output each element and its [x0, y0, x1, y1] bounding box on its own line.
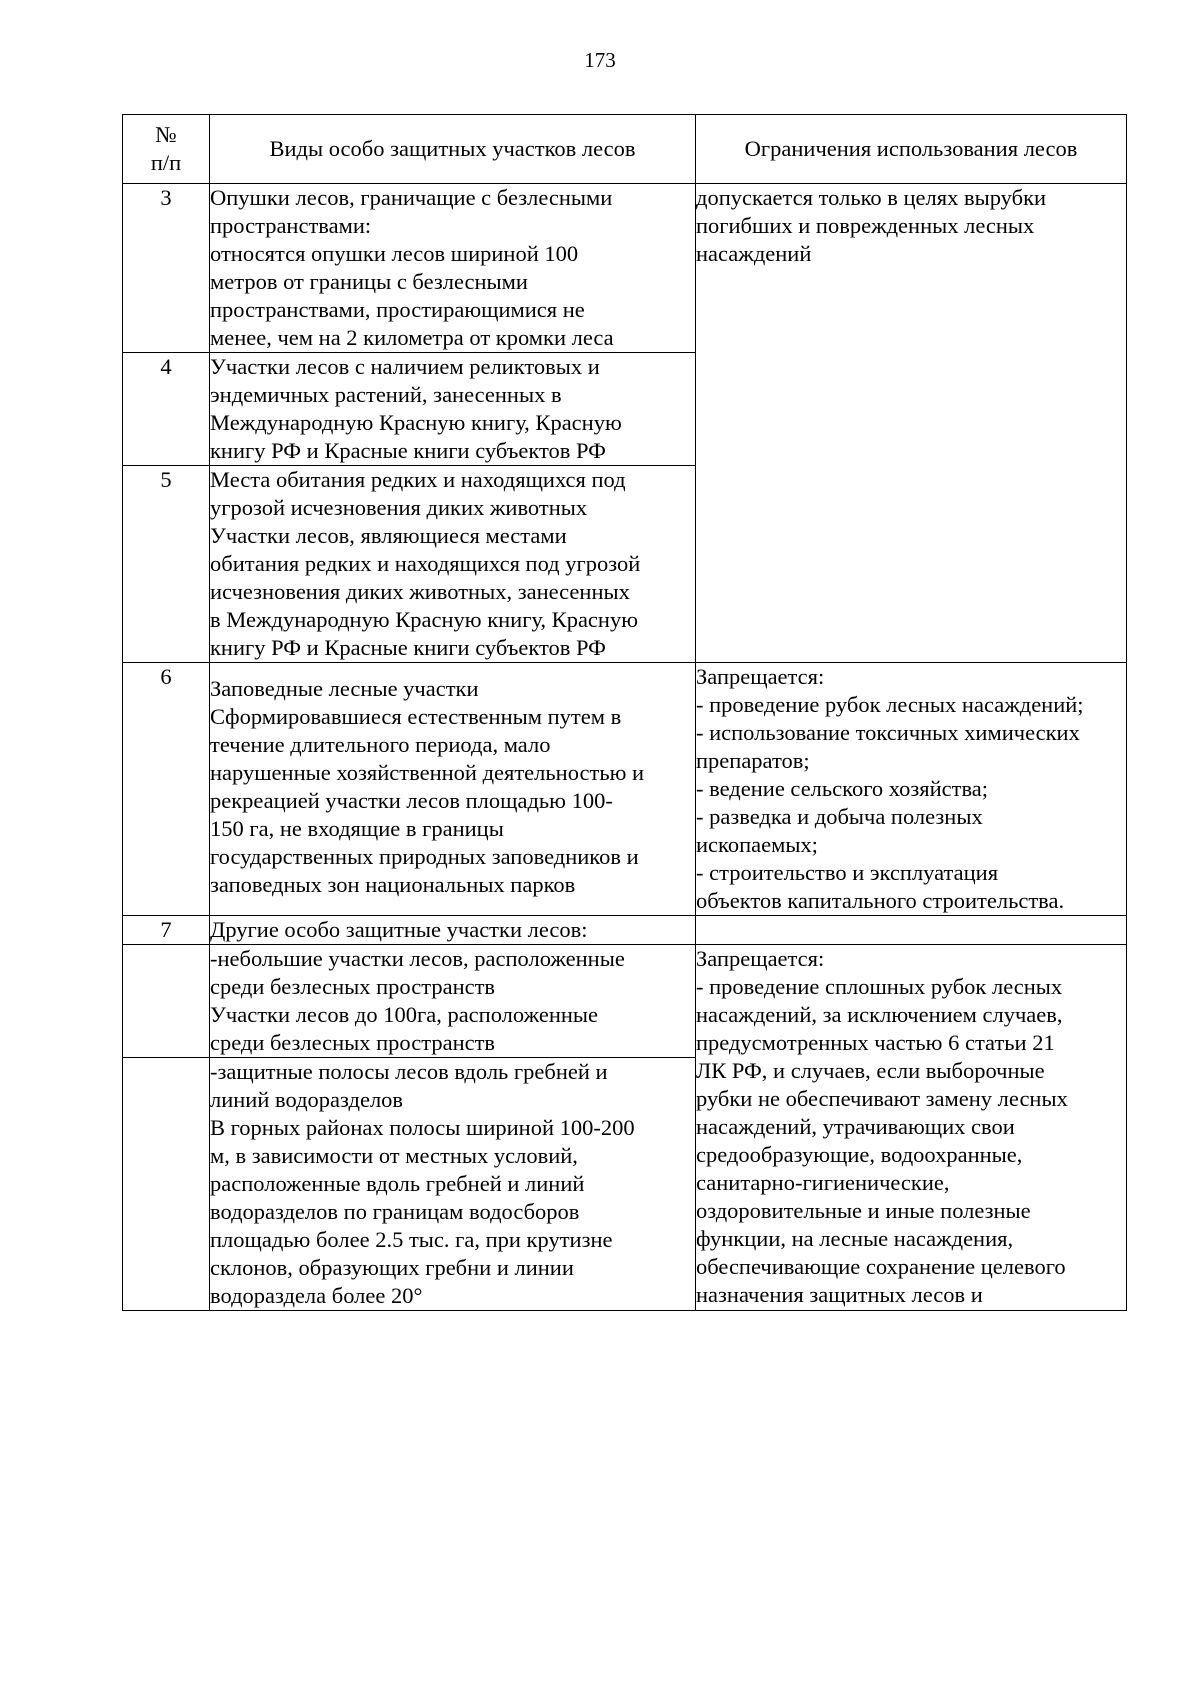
area-type-cell	[210, 916, 696, 945]
area-type-cell	[210, 466, 696, 663]
cell-line: угрозой исчезновения диких животных	[210, 495, 588, 520]
cell-line: функции, на лесные насаждения,	[696, 1226, 1014, 1251]
table-row	[123, 916, 1127, 945]
cell-line: - ведение сельского хозяйства;	[696, 776, 989, 801]
cell-line: водораздела более 20°	[210, 1283, 423, 1308]
table-row	[123, 663, 1127, 916]
cell-line: склонов, образующих гребни и линии	[210, 1255, 574, 1280]
cell-line: -небольшие участки лесов, расположенные	[210, 946, 625, 971]
cell-line: насаждений	[696, 241, 812, 266]
cell-line: 150 га, не входящие в границы	[210, 816, 504, 841]
forest-areas-table	[122, 114, 1127, 1311]
cell-line: среди безлесных пространств	[210, 1030, 496, 1055]
cell-line: Заповедные лесные участки	[210, 676, 479, 701]
header-num	[123, 115, 210, 184]
area-type-cell	[210, 184, 696, 353]
cell-line: рубки не обеспечивают замену лесных	[696, 1086, 1068, 1111]
area-type-cell	[210, 1058, 696, 1311]
cell-line: водоразделов по границам водосборов	[210, 1199, 580, 1224]
cell-line: - проведение рубок лесных насаждений;	[696, 692, 1084, 717]
cell-line: пространствами:	[210, 213, 372, 238]
cell-line: объектов капитального строительства.	[696, 888, 1065, 913]
cell-line: рекреацией участки лесов площадью 100-	[210, 788, 613, 813]
cell-line: Места обитания редких и находящихся под	[210, 467, 626, 492]
cell-line: В горных районах полосы шириной 100-200	[210, 1115, 635, 1140]
header-area-type: Виды особо защитных участков лесов	[210, 115, 696, 184]
cell-line: Запрещается:	[696, 946, 825, 971]
page-number: 173	[584, 48, 616, 72]
cell-line: расположенные вдоль гребней и линий	[210, 1171, 585, 1196]
cell-line: пространствами, простирающимися не	[210, 297, 585, 322]
cell-line: допускается только в целях вырубки	[696, 185, 1047, 210]
cell-line: относятся опушки лесов шириной 100	[210, 241, 579, 266]
row-number: 3	[123, 184, 210, 353]
cell-line: Участки лесов, являющиеся местами	[210, 523, 567, 548]
cell-line: препаратов;	[696, 748, 810, 773]
row-number	[123, 945, 210, 1058]
cell-line: ископаемых;	[696, 832, 818, 857]
cell-line: менее, чем на 2 километра от кромки леса	[210, 325, 614, 350]
row-number: 4	[123, 353, 210, 466]
cell-line: книгу РФ и Красные книги субъектов РФ	[210, 635, 606, 660]
cell-line: заповедных зон национальных парков	[210, 872, 576, 897]
cell-line: насаждений, за исключением случаев,	[696, 1002, 1063, 1027]
cell-line: насаждений, утрачивающих свои	[696, 1114, 1015, 1139]
area-type-cell	[210, 663, 696, 916]
cell-line: Запрещается:	[696, 664, 825, 689]
cell-line: - строительство и эксплуатация	[696, 860, 999, 885]
cell-line: среди безлесных пространств	[210, 974, 496, 999]
cell-line: -защитные полосы лесов вдоль гребней и	[210, 1059, 608, 1084]
cell-line: Другие особо защитные участки лесов:	[210, 917, 588, 942]
header-num-line: п/п	[150, 150, 182, 175]
cell-line: площадью более 2.5 тыс. га, при крутизне	[210, 1227, 613, 1252]
row-number: 7	[123, 916, 210, 945]
usage-limit-cell	[696, 184, 1127, 663]
cell-line: предусмотренных частью 6 статьи 21	[696, 1030, 1055, 1055]
cell-line: обеспечивающие сохранение целевого	[696, 1254, 1066, 1279]
cell-line: исчезновения диких животных, занесенных	[210, 579, 630, 604]
cell-line: погибших и поврежденных лесных	[696, 213, 1035, 238]
cell-line: средообразующие, водоохранные,	[696, 1142, 1023, 1167]
table-header-row	[123, 115, 1127, 184]
cell-line: - проведение сплошных рубок лесных	[696, 974, 1063, 999]
area-type-cell	[210, 945, 696, 1058]
usage-limit-cell	[696, 663, 1127, 916]
cell-line: эндемичных растений, занесенных в	[210, 382, 562, 407]
cell-line: в Международную Красную книгу, Красную	[210, 607, 639, 632]
cell-line: Международную Красную книгу, Красную	[210, 410, 622, 435]
cell-line: Участки лесов с наличием реликтовых и	[210, 354, 600, 379]
cell-line: метров от границы с безлесными	[210, 269, 528, 294]
cell-line: государственных природных заповедников и	[210, 844, 639, 869]
header-num-line: №	[155, 122, 177, 147]
cell-line: Опушки лесов, граничащие с безлесными	[210, 185, 613, 210]
cell-line: м, в зависимости от местных условий,	[210, 1143, 578, 1168]
table-row	[123, 184, 1127, 353]
cell-line: течение длительного периода, мало	[210, 732, 551, 757]
cell-line: обитания редких и находящихся под угрозой	[210, 551, 641, 576]
cell-line: книгу РФ и Красные книги субъектов РФ	[210, 438, 606, 463]
row-number	[123, 1058, 210, 1311]
cell-line: линий водоразделов	[210, 1087, 404, 1112]
row-number: 5	[123, 466, 210, 663]
header-usage-limits: Ограничения использования лесов	[696, 115, 1127, 184]
table-row	[123, 945, 1127, 1058]
cell-line: нарушенные хозяйственной деятельностью и	[210, 760, 645, 785]
area-type-cell	[210, 353, 696, 466]
cell-line: - использование токсичных химических	[696, 720, 1080, 745]
usage-limit-cell	[696, 945, 1127, 1311]
usage-limit-cell	[696, 916, 1127, 945]
row-number: 6	[123, 663, 210, 916]
cell-line: назначения защитных лесов и	[696, 1282, 983, 1307]
cell-line: Сформировавшиеся естественным путем в	[210, 704, 622, 729]
cell-line: Участки лесов до 100га, расположенные	[210, 1002, 599, 1027]
cell-line: ЛК РФ, и случаев, если выборочные	[696, 1058, 1045, 1083]
cell-line: - разведка и добыча полезных	[696, 804, 983, 829]
cell-line: оздоровительные и иные полезные	[696, 1198, 1031, 1223]
cell-line: санитарно-гигиенические,	[696, 1170, 950, 1195]
